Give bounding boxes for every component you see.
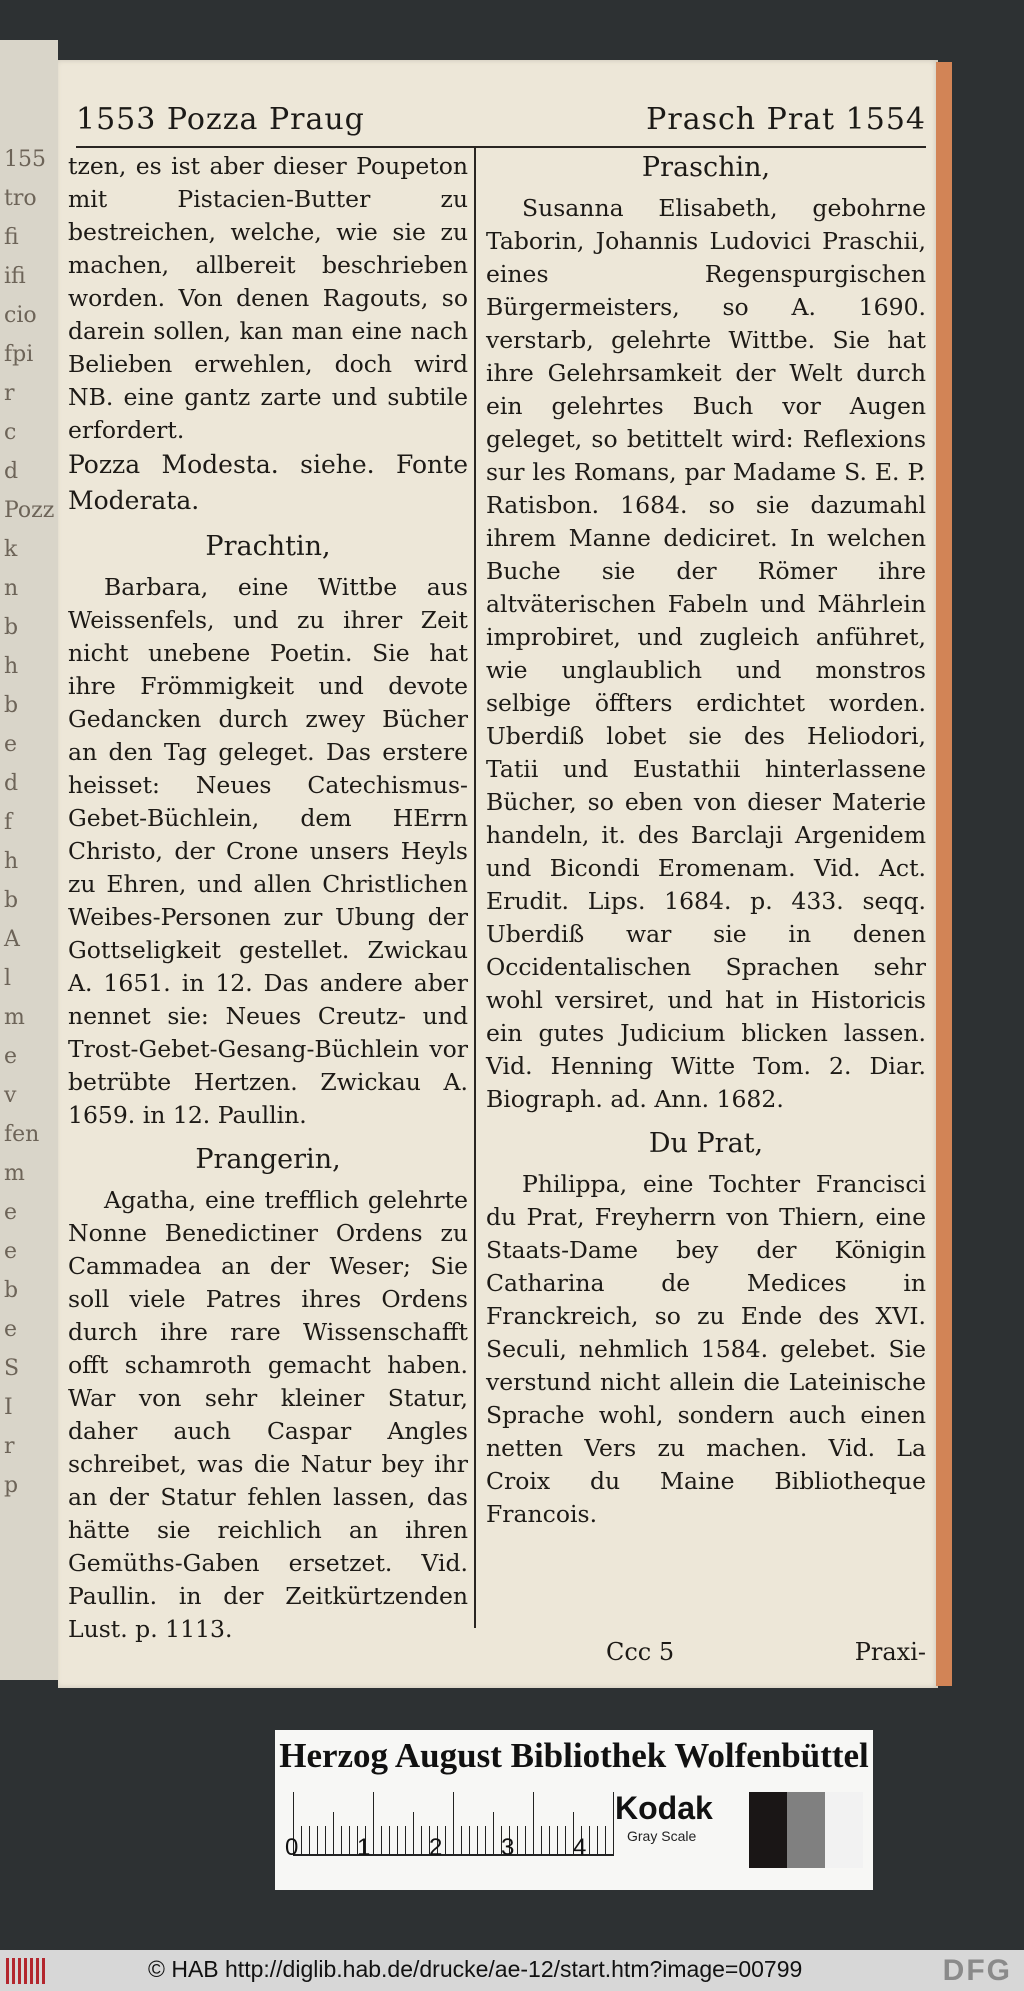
ruler-number: 2: [429, 1834, 443, 1861]
copyright-link[interactable]: © HAB http://diglib.hab.de/drucke/ae-12/start.htm?image=00799: [148, 1956, 803, 1982]
ruler-ticks: [293, 1786, 613, 1856]
ruler-tick: [605, 1826, 606, 1856]
prev-page-fragment: e: [4, 1317, 18, 1342]
footer-bar: [0, 1950, 1024, 1991]
previous-page-edge: [0, 40, 58, 1680]
ruler-number: 3: [501, 1834, 515, 1861]
prev-page-fragment: cio: [4, 303, 37, 328]
ruler-tick: [397, 1826, 398, 1856]
ruler-tick: [389, 1826, 390, 1856]
ruler-tick: [349, 1826, 350, 1856]
prev-page-fragment: e: [4, 1239, 18, 1264]
kodak-logo: Kodak: [615, 1790, 713, 1826]
prev-page-fragment: d: [4, 459, 19, 484]
ruler-tick: [445, 1826, 446, 1856]
gray-swatch-dark: [749, 1792, 787, 1868]
prev-page-fragment: f: [4, 810, 13, 835]
ruler-tick: [549, 1826, 550, 1856]
previous-page-fragments: [0, 40, 58, 1680]
entry-heading: Prangerin,: [195, 1144, 341, 1175]
prev-page-fragment: e: [4, 1044, 18, 1069]
cross-reference: Pozza Modesta. siehe. Fonte Moderata.: [68, 450, 468, 515]
ruler-tick: [413, 1812, 414, 1856]
gray-swatch-light: [825, 1792, 863, 1868]
left-column: [68, 150, 468, 1646]
prev-page-fragment: tro: [4, 186, 37, 211]
ruler-tick: [461, 1826, 462, 1856]
right-column: [486, 150, 926, 1531]
header-left: 1553 Pozza Praug: [76, 102, 365, 137]
prev-page-fragment: b: [4, 693, 19, 718]
ruler-tick: [341, 1826, 342, 1856]
ruler-tick: [485, 1826, 486, 1856]
ruler-tick: [477, 1826, 478, 1856]
prev-page-fragment: r: [4, 381, 15, 406]
book-page: [58, 60, 938, 1688]
color-scale-card: [275, 1730, 873, 1890]
prev-page-fragment: p: [4, 1473, 19, 1498]
ruler-tick: [541, 1826, 542, 1856]
ruler-tick: [453, 1792, 454, 1856]
prev-page-fragment: r: [4, 1434, 15, 1459]
prev-page-fragment: fen: [4, 1122, 40, 1147]
ruler-number: 4: [573, 1834, 587, 1861]
prev-page-fragment: n: [4, 576, 19, 601]
prev-page-fragment: e: [4, 1200, 18, 1225]
ruler-tick: [309, 1826, 310, 1856]
entry-text: Agatha, eine trefflich gelehrte Nonne Benedictiner Ordens zu Cammadea an der Weser; Sie soll viele Patres ihres Ordens durch ihre rare Wissenschafft offt schamroth gemacht haben. War von sehr kleiner Statur, daher auch Caspar Angles schreibet, was die Natur bey ihr an der Statur fehlen lassen, das hätte sie reichlich an ihren Gemüths-Gaben ersetzet. Vid. Paullin. in der Zeitkürtzenden Lust. p. 1113.: [68, 1186, 468, 1643]
header-right: Prasch Prat 1554: [646, 102, 926, 137]
prev-page-fragment: b: [4, 888, 19, 913]
gray-scale-label: Gray Scale: [627, 1828, 697, 1844]
ruler-tick: [317, 1826, 318, 1856]
prev-page-fragment: l: [4, 966, 12, 991]
page-header: [76, 98, 926, 148]
library-name: Herzog August Bibliothek Wolfenbüttel: [279, 1736, 869, 1775]
ruler-tick: [469, 1826, 470, 1856]
prev-page-fragment: k: [4, 537, 18, 562]
ruler-tick: [333, 1812, 334, 1856]
ruler-tick: [533, 1792, 534, 1856]
ruler-tick: [597, 1826, 598, 1856]
ruler-tick: [301, 1826, 302, 1856]
ruler-tick: [557, 1826, 558, 1856]
entry-heading: Prachtin,: [205, 531, 331, 562]
ruler-tick: [525, 1826, 526, 1856]
ruler-tick: [421, 1826, 422, 1856]
ruler-tick: [613, 1792, 614, 1856]
ruler-tick: [381, 1826, 382, 1856]
prev-page-fragment: m: [4, 1161, 25, 1186]
ruler-tick: [565, 1826, 566, 1856]
prev-page-fragment: A: [4, 927, 20, 952]
ruler-tick: [405, 1826, 406, 1856]
ruler-tick: [589, 1826, 590, 1856]
prev-page-fragment: fi: [4, 225, 19, 250]
prev-page-fragment: b: [4, 1278, 19, 1303]
ruler-tick: [325, 1826, 326, 1856]
prev-page-fragment: e: [4, 732, 18, 757]
prev-page-fragment: h: [4, 849, 19, 874]
page-edge-stain: [936, 62, 952, 1686]
entry-heading: Praschin,: [641, 152, 771, 183]
ruler-baseline: [293, 1854, 613, 1856]
column-divider: [474, 148, 476, 1628]
entry-text: Philippa, eine Tochter Francisci du Prat, Freyherrn von Thiern, eine Staats-Dame bey der Königin Catharina de Medices in Franckreich, so zu Ende des XVI. Seculi, nehmlich 1584. gelebet. Sie verstund nicht allein die Lateinische Sprache wohl, sondern auch einen netten Vers zu machen. Vid. La Croix du Maine Bibliotheque Francois.: [486, 1170, 926, 1528]
hab-logo-icon: [4, 1956, 48, 1986]
entry-heading: Du Prat,: [648, 1128, 764, 1159]
prev-page-fragment: S: [4, 1356, 20, 1381]
signature-mark: Ccc 5: [606, 1638, 675, 1666]
entry-text: Barbara, eine Wittbe aus Weissenfels, und zu ihrer Zeit nicht unebene Poetin. Sie hat ihre Frömmigkeit und devote Gedancken durch zwey Bücher an den Tag geleget. Das erstere heisset: Neues Catechismus-Gebet-Büchlein, dem HErrn Christo, der Crone unsers Heyls zu Ehren, und allen Christlichen Weibes-Personen zur Ubung der Gottseligkeit gestellet. Zwickau A. 1651. in 12. Das andere aber nennet sie: Neues Creutz- und Trost-Gebet-Gesang-Büchlein vor betrübte Hertzen. Zwickau A. 1659. in 12. Paullin.: [68, 573, 468, 1129]
ruler-number: 1: [357, 1834, 371, 1861]
prev-page-fragment: Pozz: [4, 498, 55, 523]
prev-page-fragment: c: [4, 420, 17, 445]
prev-page-fragment: I: [4, 1395, 13, 1420]
entry-text: Susanna Elisabeth, gebohrne Taborin, Johannis Ludovici Praschii, eines Regenspurgischen Bürgermeisters, so A. 1690. verstarb, gelehrte Wittbe. Sie hat ihre Gelehrsamkeit der Welt durch ein gelehrtes Buch vor Augen geleget, so betittelt wird: Reflexions sur les Romans, par Madame S. E. P. Ratisbon. 1684. so sie dazumahl ihrem Manne dediciret. In welchen Buche sie der Römer ihre altväterischen Fabeln und Mährlein improbiret, und zugleich anführet, wie unglaublich und monstros selbige öffters erdichtet worden. Uberdiß lobet sie des Heliodori, Tatii und Eustathii hinterlassene Bücher, so eben von dieser Materie handeln, it. des Barclaji Argenidem und Bicondi Eromenam. Vid. Act. Erudit. Lips. 1684. p. 433. seqq. Uberdiß war sie in denen Occidentalischen Sprachen sehr wohl versiret, und hat in Historicis ein gutes Judicium blicken lassen. Vid. Henning Witte Tom. 2. Diar. Biograph. ad. Ann. 1682.: [486, 194, 926, 1113]
prev-page-fragment: h: [4, 654, 19, 679]
catchword: Praxi-: [854, 1638, 926, 1666]
ruler-tick: [373, 1792, 374, 1856]
prev-page-fragment: d: [4, 771, 19, 796]
prev-page-fragment: m: [4, 1005, 25, 1030]
ruler-tick: [493, 1812, 494, 1856]
ruler-tick: [517, 1826, 518, 1856]
prev-page-fragment: v: [4, 1083, 17, 1108]
prev-page-fragment: ifi: [4, 264, 26, 289]
ruler-number: 0: [285, 1834, 299, 1861]
prev-page-fragment: 155: [4, 147, 46, 172]
dfg-logo: DFG: [942, 1954, 1012, 1987]
prev-page-fragment: fpi: [4, 342, 34, 367]
continuation-text: tzen, es ist aber dieser Poupeton mit Pistacien-Butter zu bestreichen, welche, wie sie zu machen, allbereit beschrieben worden. Von denen Ragouts, so darein sollen, kan man eine nach Belieben erwehlen, doch wird NB. eine gantz zarte und subtile erfordert.: [68, 152, 468, 444]
page-footer: [486, 1638, 926, 1678]
prev-page-fragment: b: [4, 615, 19, 640]
gray-swatch-mid: [787, 1792, 825, 1868]
